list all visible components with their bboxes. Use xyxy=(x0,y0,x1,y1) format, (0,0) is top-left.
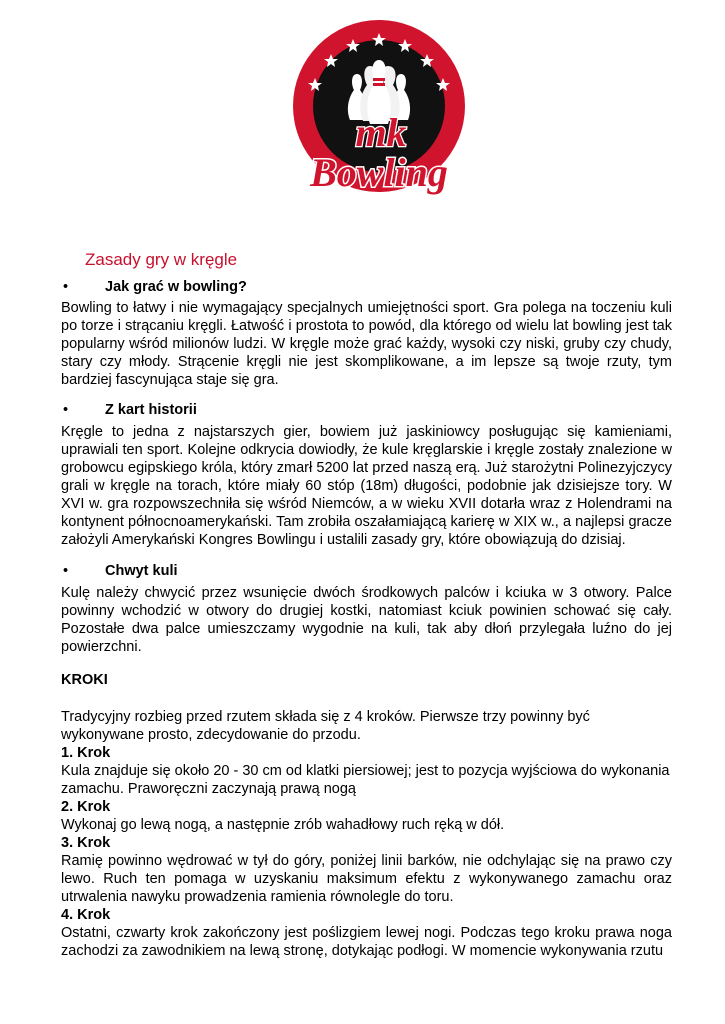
step-1-label: 1. Krok xyxy=(61,745,111,761)
section-paragraph-jak-grac: Bowling to łatwy i nie wymagający specjalnych umiejętności sport. Gra polega na toczeniu kuli po torze i strącaniu kręgli. Łatwość i prostota to powód, dla którego od wielu lat bowling jest tak popularny wśród milionów ludzi. W kręgle może grać każdy, wysoki czy niski, gruby czy chudy, stary czy młody. Strącenie kręgli nie jest skomplikowane, a im lepsze są twoje rzuty, tym bardziej fascynująca staje się gra. xyxy=(61,300,672,388)
step-4-label: 4. Krok xyxy=(61,907,111,923)
logo-brand: Bowling xyxy=(310,150,448,195)
kroki-heading: KROKI xyxy=(61,672,108,688)
section-heading-z-kart-historii xyxy=(61,401,672,419)
document-body xyxy=(61,250,672,960)
section-heading-jak-grac xyxy=(61,278,672,296)
step-2-text: Wykonaj go lewą nogą, a następnie zrób wahadłowy ruch ręką w dół. xyxy=(61,817,505,833)
document-title: Zasady gry w kręgle xyxy=(85,250,238,269)
bullet-icon: • xyxy=(63,563,69,579)
step-3-label: 3. Krok xyxy=(61,835,111,851)
section-heading-text: Z kart historii xyxy=(105,402,197,418)
bullet-icon: • xyxy=(63,279,69,295)
step-2-label: 2. Krok xyxy=(61,799,111,815)
section-heading-chwyt-kuli xyxy=(61,562,672,580)
logo-initials: mk xyxy=(355,110,407,155)
step-4-text: Ostatni, czwarty krok zakończony jest poślizgiem lewej nogi. Podczas tego kroku prawa noga zachodzi za zawodnikiem na lewą stronę, dotykając podłogi. W momencie wykonywania rzutu xyxy=(61,925,672,959)
mk-bowling-logo xyxy=(287,18,472,208)
section-paragraph-chwyt-kuli: Kulę należy chwycić przez wsunięcie dwóch środkowych palców i kciuka w 3 otwory. Palce powinny wchodzić w otwory do drugiej kostki, natomiast kciuk powinien schować się cały. Pozostałe dwa palce umieszczamy wygodnie na kuli, tak aby dłoń przylegała luźno do jej powierzchni. xyxy=(61,585,672,655)
step-1-text: Kula znajduje się około 20 - 30 cm od klatki piersiowej; jest to pozycja wyjściowa do wykonania zamachu. Praworęczni zaczynają prawą nogą xyxy=(61,763,670,797)
bullet-icon: • xyxy=(63,402,69,418)
step-3-text: Ramię powinno wędrować w tył do góry, poniżej linii barków, nie odchylając się na prawo czy lewo. Ruch ten pomaga w uzyskaniu maksimum efektu z wykonywanego zamachu oraz utrwalenia nawyku prowadzenia ramienia równolegle do toru. xyxy=(61,853,672,905)
kroki-intro: Tradycyjny rozbieg przed rzutem składa się z 4 kroków. Pierwsze trzy powinny być wykonywane prosto, zdecydowanie do przodu. xyxy=(61,709,590,743)
section-heading-text: Chwyt kuli xyxy=(105,563,178,579)
section-heading-text: Jak grać w bowling? xyxy=(105,279,247,295)
section-paragraph-z-kart-historii: Kręgle to jedna z najstarszych gier, bowiem już jaskiniowcy posługując się kamieniami, uprawiali ten sport. Kolejne odkrycia dowiodły, że kule kręglarskie i kręgle zostały znalezione w grobowcu egipskiego króla, który zmarł 5200 lat przed naszą erą. Już starożytni Polinezyjczycy grali w kręgle na torach, które miały 60 stóp (18m) długości, podobnie jak dzisiejsze tory. W XVI w. gra rozpowszechniła się wśród Niemców, a w wieku XVII dotarła wraz z Holendrami na kontynent północnoamerykański. Tam zrobiła oszałamiającą karierę w XIX w., a najlepsi gracze założyli Amerykański Kongres Bowlingu i ustalili zasady gry, które obowiązują do dzisiaj. xyxy=(61,424,672,548)
